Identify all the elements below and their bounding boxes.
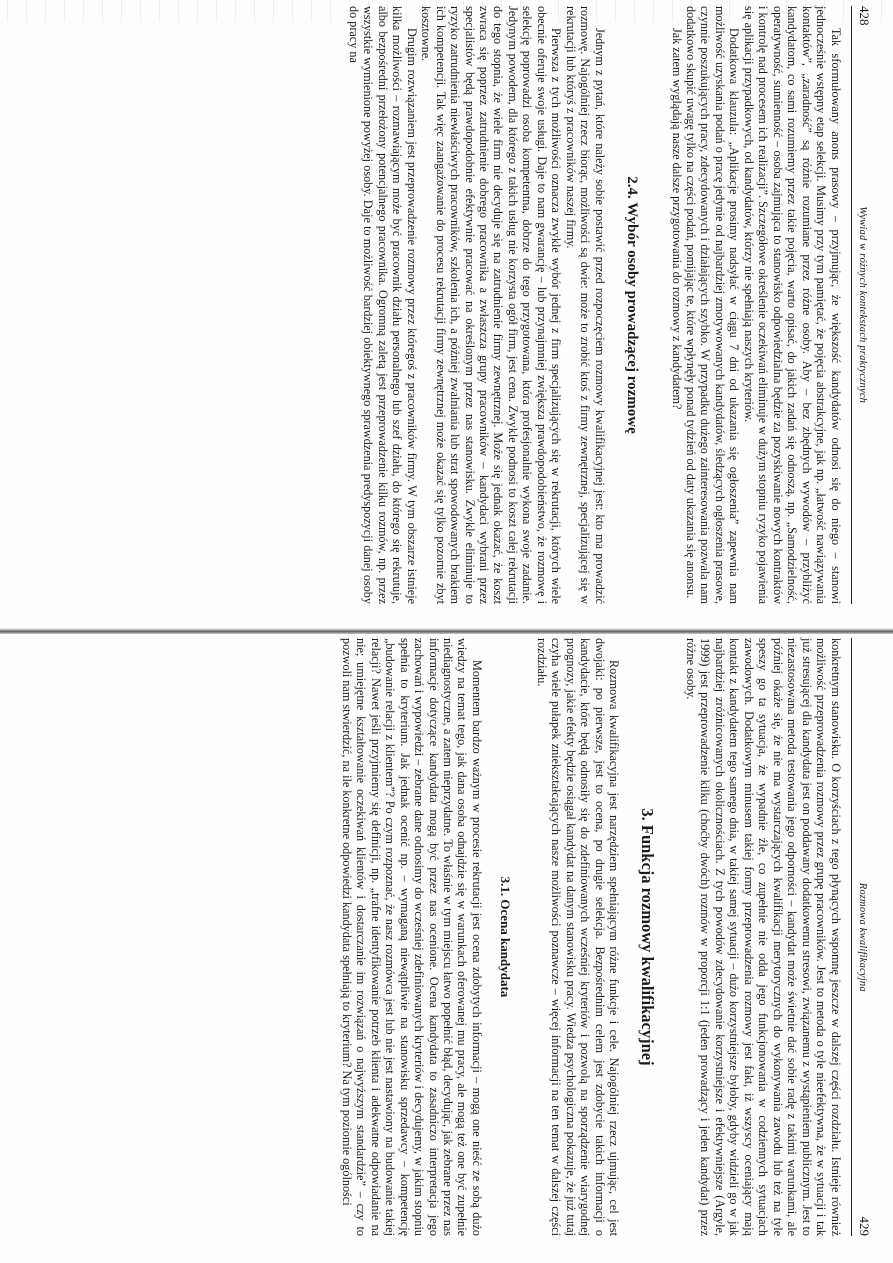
paragraph: Dodatkowa klauzula: „Aplikacje prosimy nadsyłać w ciągu 7 dni od ukazania się ogłoszenia” zapewnia nam możliwość uzyskania podań o pracę jedynie od najbardziej zmotywowanych kandydatów, śledzących ogłoszenia prasowe, czynnie poszukujących pracy, zdecydowanych i działających szybko. W przypadku dużego zainteresowania pozwala nam dodatkowo skupić uwagę tylko na części podań, pomijając te, które wpłynęły ponad tydzień od daty ukazania się anonsu. xyxy=(684,6,742,604)
page-428-region xyxy=(0,0,893,631)
running-header xyxy=(851,638,893,1236)
page-428 xyxy=(13,0,893,610)
paragraph: Jednym z pytań, które należy sobie postawić przed rozpoczęciem rozmowy kwalifikacyjnej jest: kto ma prowadzić rozmowę. Najogólniej rzecz biorąc, możliwości są dwie: może to zrobić ktoś z firmy zewnętrznej, specjalizującej się w rekrutacji lub któryś z pracowników naszej firmy. xyxy=(563,6,607,604)
chapter-heading: 3. Funkcja rozmowy kwalifikacyjnej xyxy=(637,808,657,1066)
paragraph: Tak sformułowany anons prasowy – przyjmując, że większość kandydatów odnosi się do niego – stanowi jednocześnie wstępny etap selekcji. Musimy przy tym pamiętać, że pojęcia abstrakcyjne, jak np. „łatwość nawiązywania kontaktów”, „zaradność” są różnie rozumiane przez różne osoby. Aby – bez zbędnych wywodów – przybliżyć kandydatom, co sami rozumiemy przez takie pojęcia, warto opisać, do jakich zadań się odnoszą, np. „Samodzielność, operatywność, sumienność – osoba zajmująca to stanowisko odpowiedzialna będzie za pozyskiwanie nowych kontraktów i kontrolę nad procesem ich realizacji”. Szczegółowe określenie oczekiwań eliminuje w dużym stopniu ryzyko pojawienia się aplikacji przypadkowych, od kandydatów, którzy nie spełniają naszych kryteriów. xyxy=(741,6,843,604)
paragraph: konkretnym stanowisku. O korzyściach z tego płynących wspomnę jeszcze w dalszej części rozdziału. Istnieje również możliwość przeprowadzenia rozmowy przez grupę pracowników. Jest to metoda o tyle nieefektywna, że w sytuacji i tak już stresującej dla kandydata jest on poddawany dodatkowemu stresowi, związanemu z wystąpieniem publicznym. Jest to niezastosowana metoda testowania jego odporności – kandydat może świetnie dać sobie radę z takimi warunkami, ale później okaże się, że nie ma wystarczających kwalifikacji merytorycznych do wykonywania zawodu lub też na tyle speszy go ta sytuacja, że wypadnie źle, co zupełnie nie odda jego funkcjonowania w codziennych sytuacjach zawodowych. Dodatkowym minusem takiej formy przeprowadzenia rozmowy jest fakt, iż wszyscy oceniający mają kontakt z kandydatem tego samego dnia, w takiej samej sytuacji – dużo korzystniejsze byłoby, gdyby widzieli go w jak najbardziej zróżnicowanych okolicznościach. Z tych powodów zdecydowanie korzystniejsze i efektywniejsze (Argyle, 1999) jest przeprowadzenie kilku (choćby dwóch) rozmów w proporcji 1:1 (jeden prowadzący i jeden kandydat) przez różne osoby. xyxy=(684,638,843,1236)
paragraph: Pierwsza z tych możliwości oznacza zwykle wybór jednej z firm specjalizujących się w rekrutacji, których wiele obecnie oferuje swoje usługi. Daje to nam gwarancję – lub przynajmniej zwiększa prawdopodobieństwo, że rozmowę i selekcję poprowadzi osoba kompetentna, dobrze do tego przygotowana, która profesjonalnie wykona swoje zadanie. Jedynym powodem, dla którego z takich usług nie korzysta ogół firm, jest cena. Zwykle podnosi to koszt całej rekrutacji do tego stopnia, że wiele firm nie decyduje się na zatrudnienie firmy zewnętrznej. Może się jednak okazać, że koszt zwraca się poprzez zatrudnienie dobrego pracownika a zwłaszcza grupy pracowników – kandydaci wybrani przez specjalistów będą prawdopodobnie efektywnie pracować na określonym przez nas stanowisku. Zwykle eliminuje to ryzyko zatrudnienia niewłaściwych pracowników, szkolenia ich, a później zwalniania lub strat spowodowanych brakiem ich kompetencji. Tak więc zaangażowanie do procesu rekrutacji firmy zewnętrznej może okazać się tylko pozornie zbyt kosztowne. xyxy=(419,6,564,604)
page-number: 428 xyxy=(857,6,872,26)
page-number: 429 xyxy=(857,1216,872,1236)
paragraph: Rozmowa kwalifikacyjna jest narzędziem spełniającym różne funkcje i cele. Najogólniej rzecz ujmując, cel jest dwojaki: po pierwsze, jest to ocena, po drugie selekcja. Bezpośrednim celem jest zdobycie takich informacji o kandydacie, które będą odnosiły się do zdefiniowanych wcześniej kryteriów i pozwolą na sporządzenie wiarygodnej prognozy, jakie efekty będzie osiągał kandydat na danym stanowisku pracy. Wiedza psychologiczna pokazuje, że już tutaj czyha wiele pułapek zniekształcających nasze możliwości poznawcze – więcej informacji na ten temat w dalszej części rozdziału. xyxy=(534,638,622,1236)
paragraph: Jak zatem wyglądają nasze dalsze przygotowania do rozmowy z kandydatem? xyxy=(669,28,684,410)
subsection-heading: 3.1. Ocena kandydata xyxy=(498,876,514,998)
running-title: Rozmowa kwalifikacyjna xyxy=(857,882,868,992)
section-heading: 2.4. Wybór osoby prowadzącej rozmowę xyxy=(624,176,641,434)
running-header xyxy=(851,6,893,604)
running-title: Wywiad w różnych kontekstach praktycznych xyxy=(857,206,868,404)
page-429 xyxy=(13,632,893,1242)
paragraph: Drugim rozwiązaniem jest przeprowadzenie rozmowy przez któregoś z pracowników firmy. W tym obszarze istnieje kilka możliwości – rozmawiającym może być pracownik działu personalnego lub szef działu, do którego się rekrutuje, albo bezpośredni przełożony potencjalnego pracownika. Ogromną zaletą jest przeprowadzenie kilku rozmów, np. przez wszystkie wymienione powyżej osoby. Daje to możliwość bardziej obiektywnego sprawdzenia predyspozycji danej osoby do pracy na xyxy=(346,6,419,604)
paragraph: Momentem bardzo ważnym w procesie rekrutacji jest ocena zdobytych informacji – mogą one nieść ze sobą dużo wiedzy na temat tego, jak dana osoba odnajdzie się w warunkach oferowanej mu pracy, ale mogą też one być zupełnie niediagnostyczne, a zatem nieprzydatne. To właśnie w tym miejscu łatwo popełnić błąd, decydując, jak zebrane przez nas informacje dotyczące kandydata mogą być przez nas ocenione. Ocena kandydata to zasadniczo interpretacja jego zachowań i wypowiedzi – zebrane dane odnosimy do wcześniej zdefiniowanych kryteriów i decydujemy, w jakim stopniu spełnia to kryterium. Jak jednak ocenić np. – wymaganą niewątpliwie na stanowisku sprzedawcy – kompetencję „budowanie relacji z klientem”? Po czym rozpoznać, że nasz rozmówca jest lub nie jest nastawiony na budowanie takiej relacji? Nawet jeśli przyjmiemy się definicji, np. „trafne identyfikowanie potrzeb klienta i adekwatne odpowiadanie na nie; umiejętne kształtowanie oczekiwań klientów i dostarczanie im rozwiązań o najwyższym standardzie” – czy to pozwoli nam stwierdzić, na ile konkretne odpowiedzi kandydata spełniają to kryterium? Na tym poziomie ogólności xyxy=(339,638,484,1236)
page-429-region xyxy=(0,632,893,1263)
